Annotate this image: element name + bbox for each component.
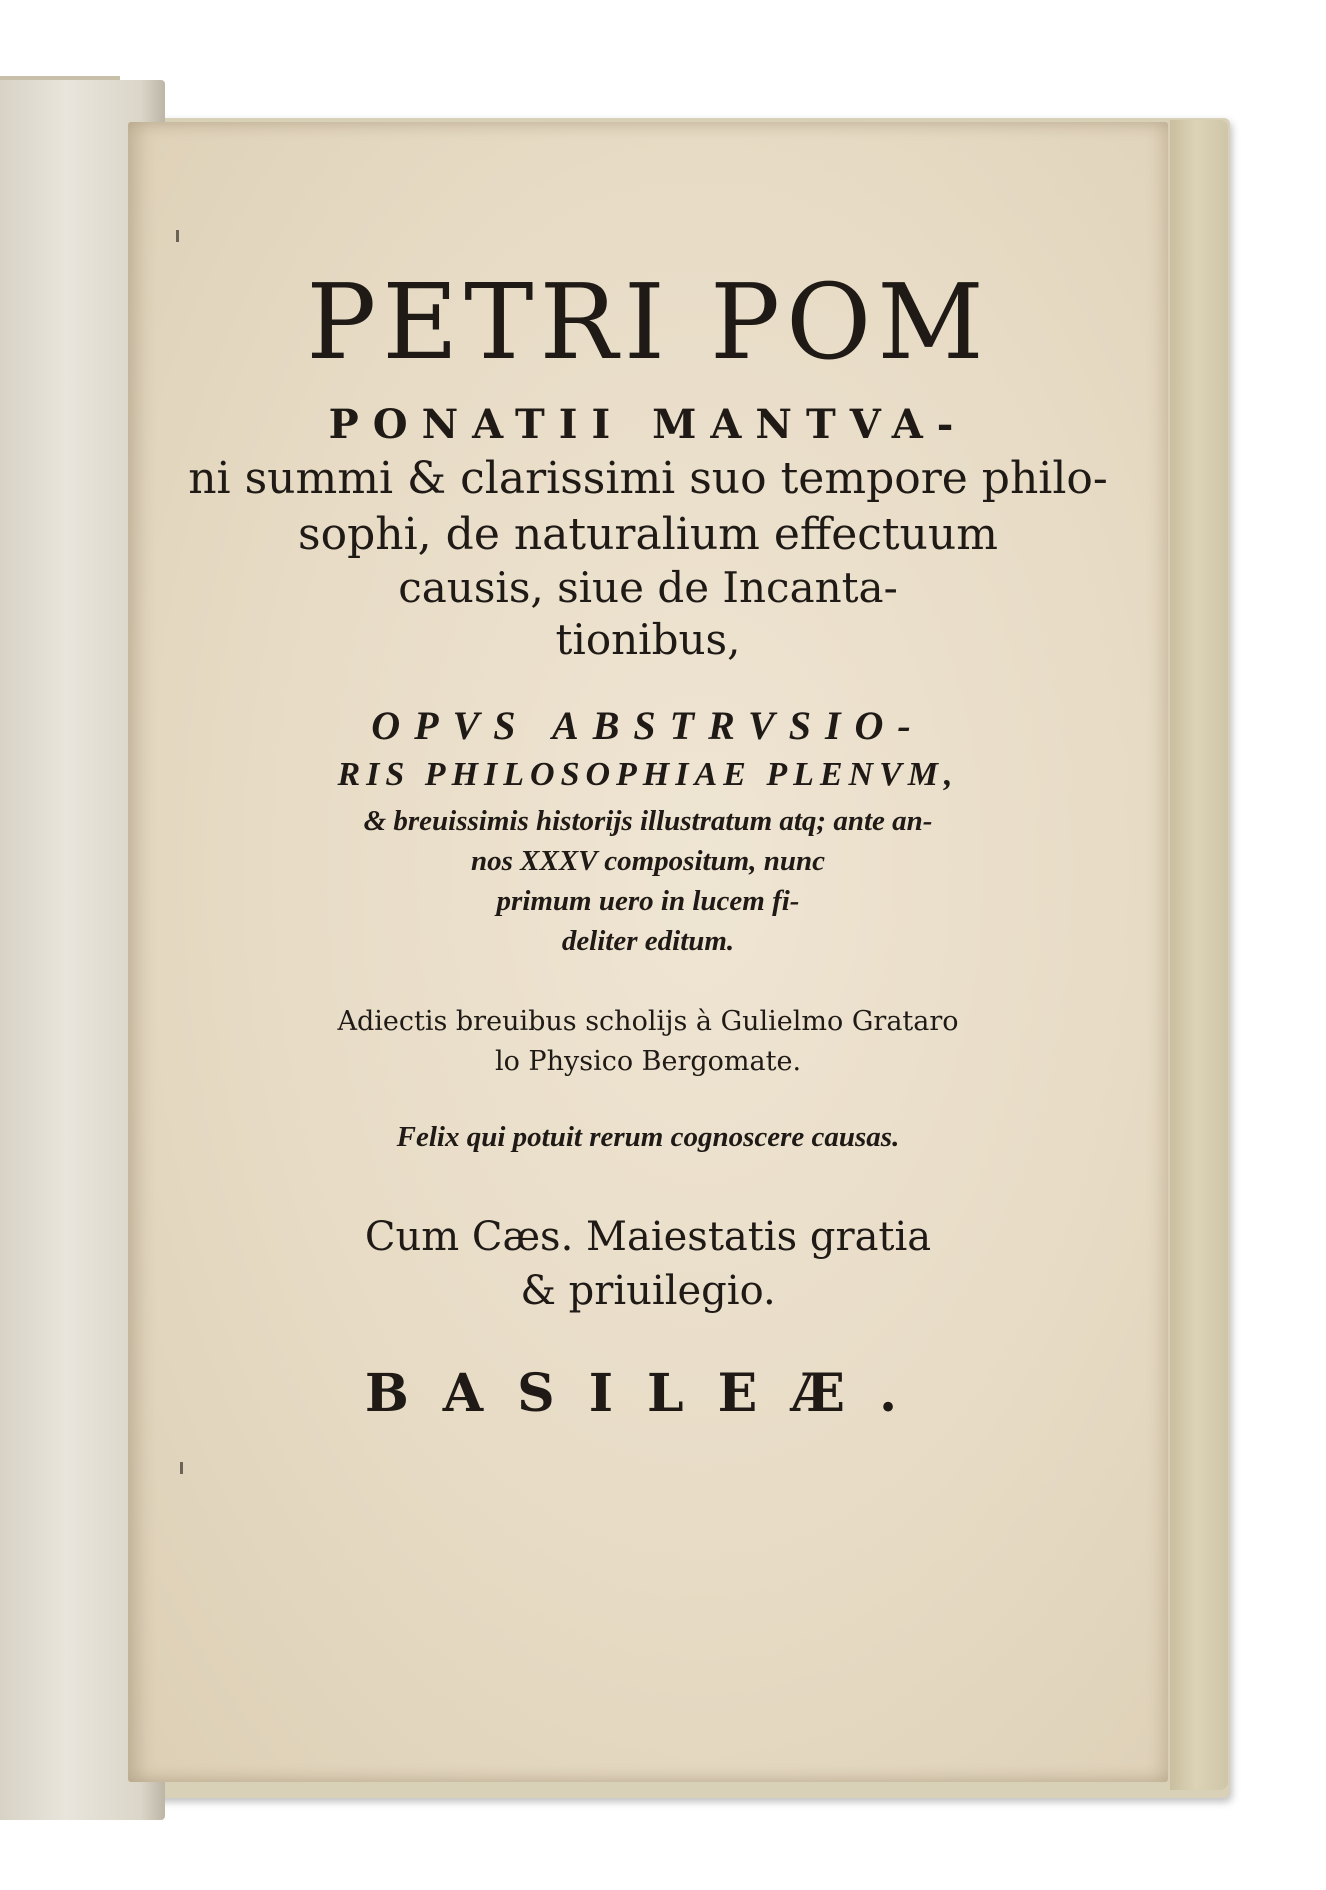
subtitle-line-6: deliter editum. xyxy=(561,925,735,957)
ink-speck xyxy=(176,230,179,242)
title-line-4: sophi, de naturalium effectuum xyxy=(298,509,998,560)
subtitle-line-1: OPVS ABSTRVSIO- xyxy=(371,703,925,748)
title-line-3: ni summi & clarissimi suo tempore philo- xyxy=(188,453,1108,504)
book-spine-edge xyxy=(1170,120,1228,1790)
subtitle-line-4: nos XXXV compositum, nunc xyxy=(470,845,826,877)
title-line-6: tionibus, xyxy=(555,615,741,664)
title-line-5: causis, siue de Incanta- xyxy=(398,563,898,612)
title-line-author: PETRI POM xyxy=(306,261,990,383)
privilege-line-1: Cum Cæs. Maiestatis gratia xyxy=(364,1214,932,1260)
subtitle-line-3: & breuissimis historijs illustratum atq; ante an- xyxy=(363,805,933,837)
title-line-author-cont: PONATII MANTVA- xyxy=(328,401,968,448)
subtitle-line-2: RIS PHILOSOPHIAE PLENVM, xyxy=(337,756,959,793)
ink-speck xyxy=(180,1462,183,1474)
imprint-place: BASILEÆ. xyxy=(364,1363,932,1424)
subtitle-line-5: primum uero in lucem fi- xyxy=(496,885,800,917)
commentary-line-1: Adiectis breuibus scholijs à Gulielmo Grataro xyxy=(337,1006,959,1037)
motto: Felix qui potuit rerum cognoscere causas. xyxy=(396,1121,900,1153)
privilege-line-2: & priuilegio. xyxy=(520,1268,776,1314)
commentary-line-2: lo Physico Bergomate. xyxy=(494,1046,802,1077)
title-page xyxy=(128,122,1168,1782)
